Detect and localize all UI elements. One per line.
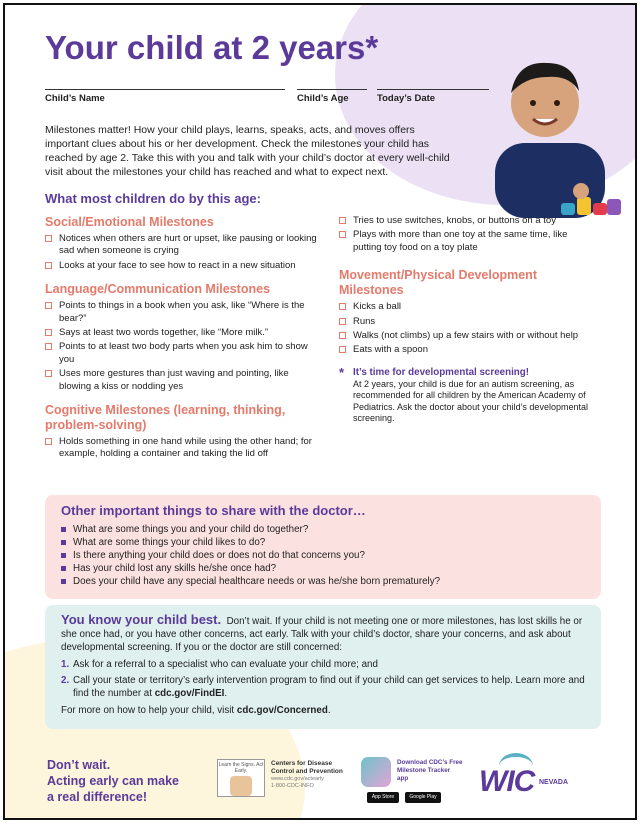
wic-state: NEVADA <box>539 779 569 786</box>
wic-wordmark: WIC <box>479 765 535 798</box>
screening-heading: It’s time for developmental screening! <box>353 366 530 378</box>
social-list <box>45 233 323 272</box>
cdc-name: Centers for Disease Control and Prevention <box>271 760 343 775</box>
more-info-text: For more on how to help your child, visit cdc.gov/Concerned. <box>61 705 331 716</box>
list-item: Does your child have any special healthcare needs or was he/she born prematurely? <box>61 575 585 588</box>
other-things-box <box>45 495 601 599</box>
language-list <box>45 300 323 393</box>
checkbox-icon[interactable] <box>45 329 52 336</box>
movement-heading: Movement/Physical Development Milestones <box>339 268 537 298</box>
know-steps <box>61 658 585 700</box>
milestone-item[interactable]: Uses more gestures than just waving and pointing, like blowing a kiss or nodding yes <box>45 368 323 393</box>
child-photo <box>477 31 627 236</box>
checkbox-icon[interactable] <box>45 262 52 269</box>
milestone-item[interactable]: Kicks a ball <box>339 301 589 313</box>
milestones-right-column <box>339 215 589 425</box>
concerned-link[interactable]: cdc.gov/Concerned <box>236 705 328 716</box>
child-face-icon <box>230 776 252 796</box>
cdc-info <box>271 760 351 790</box>
checkbox-icon[interactable] <box>339 217 346 224</box>
know-your-child-box <box>45 605 601 729</box>
list-item: Has your child lost any skills he/she once had? <box>61 562 585 575</box>
child-age-field[interactable]: Child’s Age <box>297 89 367 104</box>
milestone-item[interactable]: Plays with more than one toy at the same time, like putting toy food on a toy plate <box>339 229 589 254</box>
list-item: Is there anything your child does or does not do that concerns you? <box>61 549 585 562</box>
milestone-item[interactable]: Notices when others are hurt or upset, like pausing or looking sad when someone is crying <box>45 233 323 258</box>
checkbox-icon[interactable] <box>339 231 346 238</box>
cdc-phone: 1-800-CDC-INFO <box>271 783 314 789</box>
intro-text: Milestones matter! How your child plays, learns, speaks, acts, and moves offers important clues about his or her development. Check the milestones your child has reached by age 2. Take this with you and talk with your child’s doctor at every well-child visit about the milestones your child has reached and what to expect next. <box>45 124 450 178</box>
other-things-list <box>61 523 585 588</box>
milestone-item[interactable]: Runs <box>339 316 589 328</box>
know-heading: You know your child best. <box>61 612 222 627</box>
app-store-badge[interactable]: App Store <box>367 792 399 803</box>
checkbox-icon[interactable] <box>339 346 346 353</box>
milestone-item[interactable]: Eats with a spoon <box>339 344 589 356</box>
info-fields <box>45 89 495 109</box>
checkbox-icon[interactable] <box>45 235 52 242</box>
checkbox-icon[interactable] <box>45 302 52 309</box>
list-item: What are some things your child likes to do? <box>61 536 585 549</box>
today-date-field[interactable]: Today’s Date <box>377 89 489 104</box>
cognitive-list-left <box>45 436 323 461</box>
findei-link[interactable]: cdc.gov/FindEI <box>154 688 225 699</box>
checkbox-icon[interactable] <box>45 343 52 350</box>
know-paragraph <box>61 613 585 654</box>
language-heading: Language/Communication Milestones <box>45 282 271 297</box>
checkbox-icon[interactable] <box>339 332 346 339</box>
checkbox-icon[interactable] <box>339 318 346 325</box>
milestones-left-column <box>45 215 323 471</box>
checkbox-icon[interactable] <box>45 370 52 377</box>
checkbox-icon[interactable] <box>45 438 52 445</box>
star-icon: * <box>339 364 345 380</box>
what-children-do-heading: What most children do by this age: <box>45 191 261 206</box>
list-item: What are some things you and your child do together? <box>61 523 585 536</box>
cdc-url[interactable]: www.cdc.gov/actearly <box>271 776 324 782</box>
social-heading: Social/Emotional Milestones <box>45 215 214 229</box>
dont-wait-slogan: Don’t wait. Acting early can make a real difference! <box>47 758 180 804</box>
app-download-text: Download CDC’s Free Milestone Tracker app <box>397 759 463 782</box>
know-text: Don’t wait. If your child is not meeting one or more milestones, has lost skills he or she once had, or you have other concerns, act early. Talk with your child’s doctor, share your concerns, and ask about developmental screening. If you or the doctor are still concerned: <box>61 616 583 653</box>
milestone-item[interactable]: Says at least two words together, like “More milk.” <box>45 327 323 339</box>
checkbox-icon[interactable] <box>339 303 346 310</box>
wic-nevada-logo <box>479 761 589 801</box>
milestone-item[interactable]: Points to things in a book when you ask, like “Where is the bear?” <box>45 300 323 325</box>
page-title: Your child at 2 years* <box>45 29 379 66</box>
list-item: 1. Ask for a referral to a specialist who can evaluate your child more; and <box>61 659 378 670</box>
milestone-item[interactable]: Looks at your face to see how to react in a new situation <box>45 260 323 272</box>
screening-callout <box>339 364 589 425</box>
other-things-heading: Other important things to share with the doctor… <box>61 503 366 518</box>
milestone-page <box>3 3 637 820</box>
milestone-item[interactable]: Points to at least two body parts when you ask him to show you <box>45 341 323 366</box>
list-item: 2. Call your state or territory’s early intervention program to find out if your child can get services to help. Learn more and find the number at cdc.gov/FindEI. <box>61 675 585 699</box>
milestone-app-icon <box>361 757 391 787</box>
cognitive-list-right <box>339 215 589 254</box>
milestone-item[interactable]: Holds something in one hand while using the other hand; for example, holding a container and taking the lid off <box>45 436 323 461</box>
screening-text: At 2 years, your child is due for an autism screening, as recommended for all children by the American Academy of Pediatrics. Ask the doctor about your child’s developmental screening. <box>353 378 588 424</box>
movement-list <box>339 301 589 357</box>
learn-the-signs-logo: Learn the Signs. Act Early. <box>217 759 265 797</box>
google-play-badge[interactable]: Google Play <box>405 792 441 803</box>
cognitive-heading: Cognitive Milestones (learning, thinking, problem-solving) <box>45 403 286 433</box>
milestone-item[interactable]: Walks (not climbs) up a few stairs with or without help <box>339 330 589 342</box>
milestone-item[interactable]: Tries to use switches, knobs, or buttons on a toy <box>339 215 589 227</box>
child-name-field[interactable]: Child’s Name <box>45 89 285 104</box>
